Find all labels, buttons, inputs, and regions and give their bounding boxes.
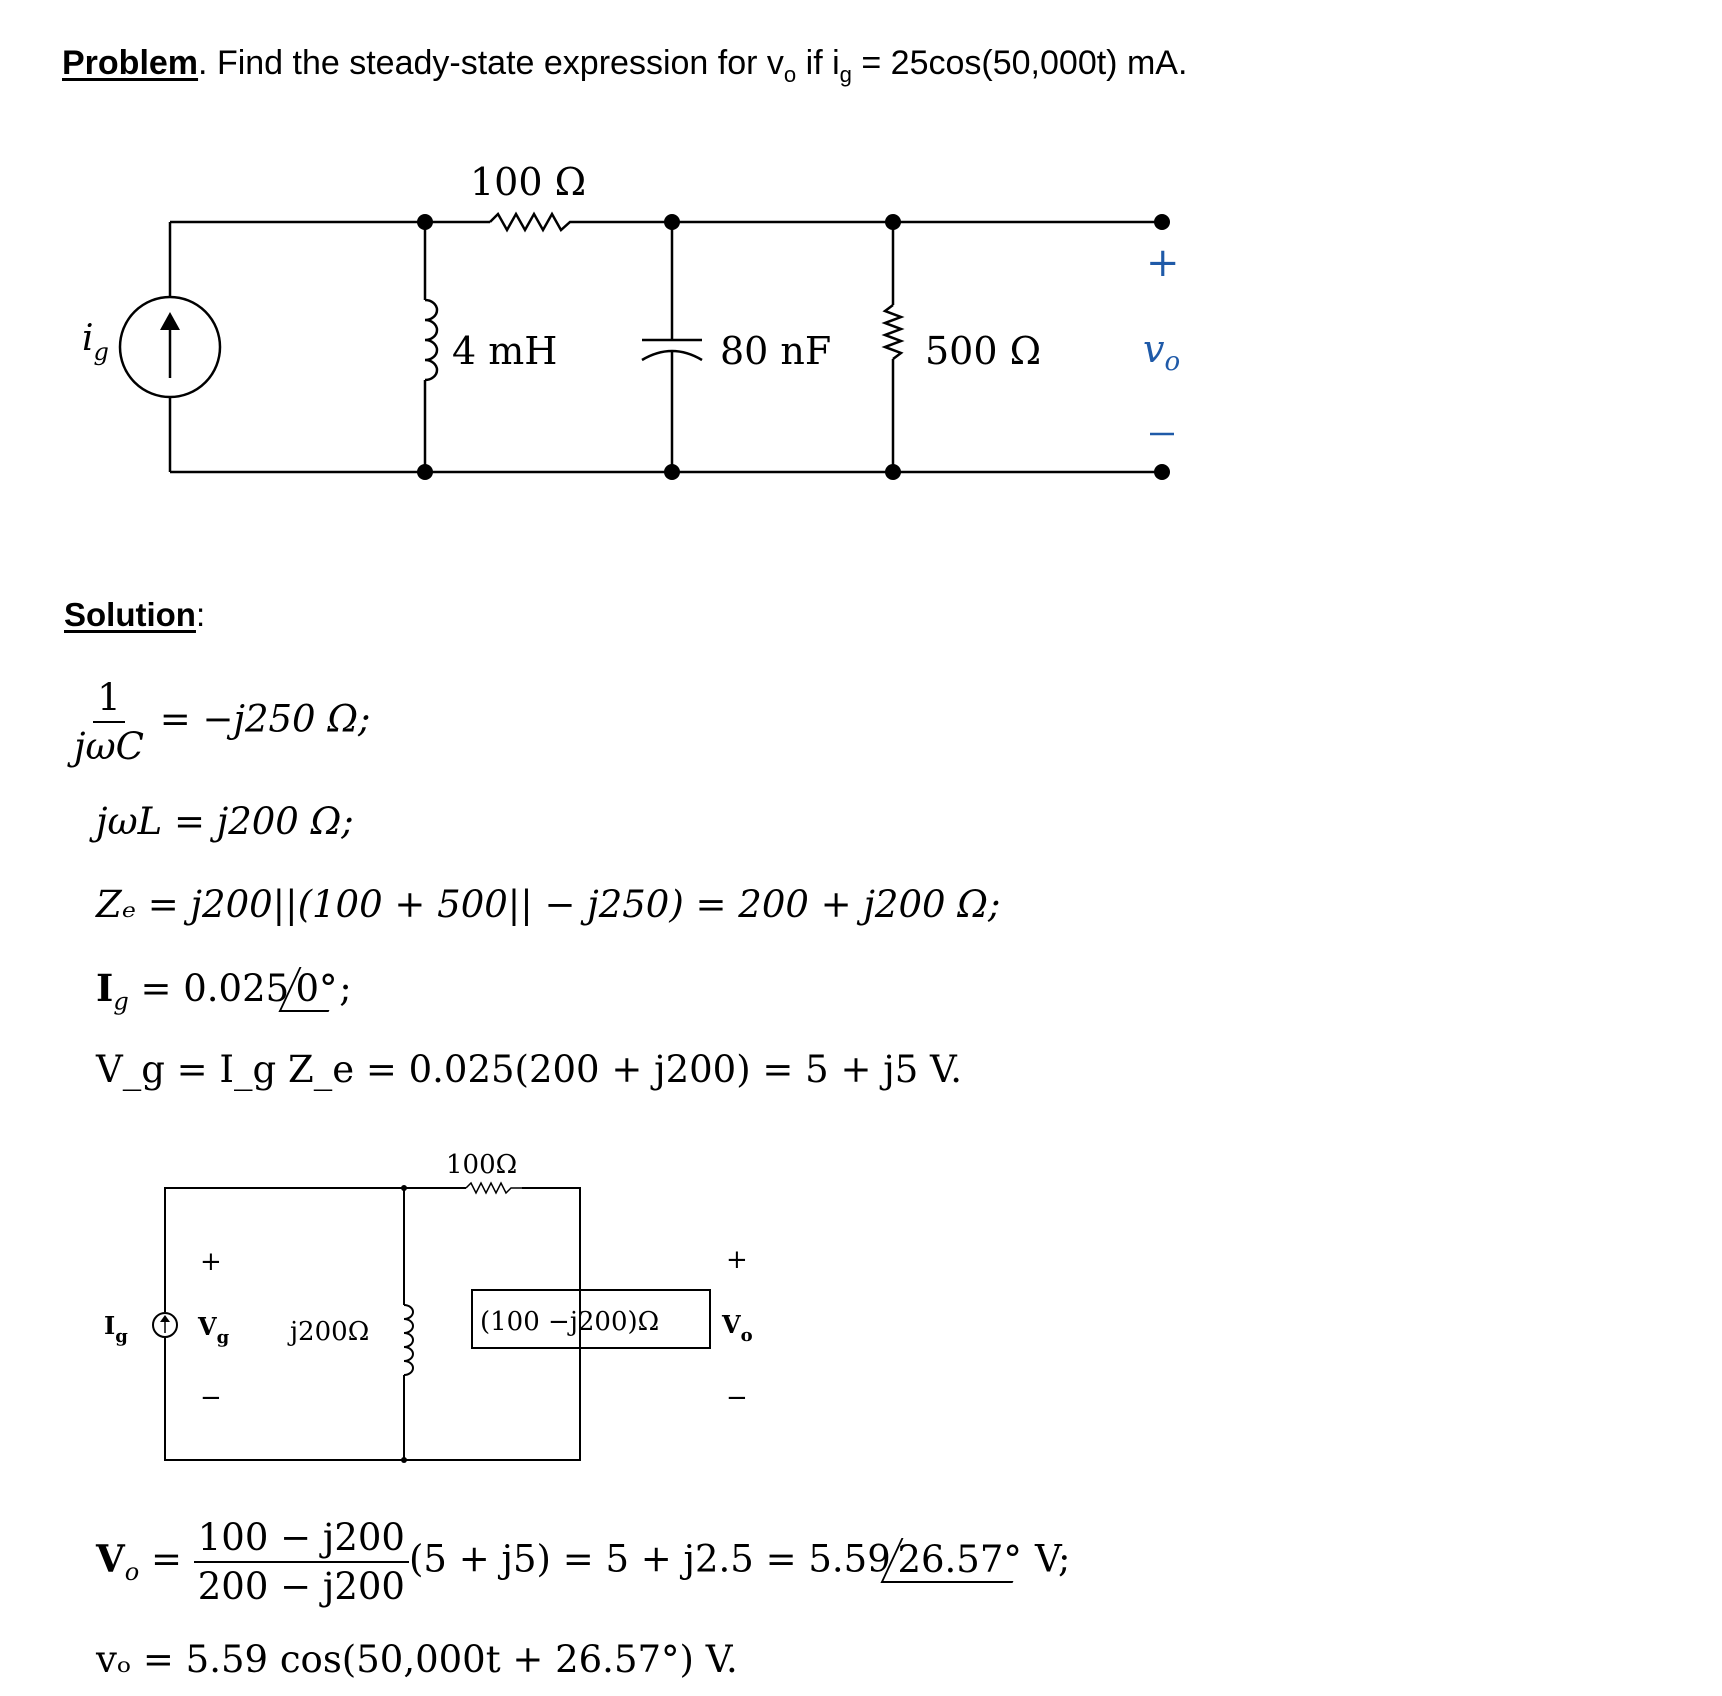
eq1-rhs: = −j250 Ω; [147,697,371,741]
vo-plus: + [1146,240,1180,286]
capacitor-label: 80 nF [720,329,832,373]
inductor-symbol [425,300,437,380]
eq6-end: V; [1023,1537,1071,1581]
vo2-minus: − [726,1383,748,1413]
eq6-angle: 26.57° [897,1537,1022,1581]
equation-6: $V_o$ = $\frac{100 - j200}{200 - j200}$ (5 + j5) = 5 + j2.5 = 5.59 26.57° V; [96,1516,1071,1608]
eq4-sub: g [113,987,129,1016]
vg-plus: + [200,1247,222,1277]
eq4-angle: 0° [295,967,338,1010]
equation-5: V_g = I_g Z_e = 0.025(200 + j200) = 5 + j5 V. [96,1048,963,1091]
vg-label: $V_g$ [198,1312,230,1348]
eq6-numerator: 100 − j200 [194,1516,409,1563]
equation-3: Zₑ = j200||(100 + 500|| − j250) = 200 + j200 Ω; [96,883,1001,926]
eq6-sub: o [124,1557,140,1586]
r1-label: 100 Ω [470,160,587,204]
eq1-denominator: jωC [74,725,144,768]
problem-sub-o: o [783,61,797,87]
inductor-j200-symbol [404,1305,413,1375]
problem-label: Problem [62,44,199,82]
inductor-j200-label: j200Ω [290,1317,370,1347]
solution-colon: : [195,596,206,633]
eq4-end: ; [339,967,352,1010]
circuit-diagram-1 [0,0,1722,520]
vo-label: $v_o$ [1143,327,1181,377]
vg-minus: − [200,1383,222,1413]
equation-1 [70,676,370,768]
eq1-numerator: 1 [93,676,125,723]
eq6-rhs: (5 + j5) = 5 + j2.5 = 5.59 [408,1537,891,1581]
ig-label: $I_g$ [104,1311,128,1347]
equation-7: vₒ = 5.59 cos(50,000t + 26.57°) V. [96,1638,738,1681]
source-label: $i_g$ [82,318,109,366]
solution-label: Solution [64,596,196,633]
problem-sub-g: g [839,61,852,87]
resistor-100-symbol [490,214,580,230]
problem-text2: if i [796,44,840,82]
r2-label: 500 Ω [925,329,1042,373]
resistor-500-symbol [885,305,901,359]
eq6-lhs: V [96,1536,125,1581]
vo2-plus: + [726,1245,748,1275]
equation-4 [96,966,352,1015]
problem-text: . Find the steady-state expression for v [198,44,784,82]
problem-text3: = 25cos(50,000t) mA. [851,44,1188,82]
equation-2: jωL = j200 Ω; [96,800,354,843]
eq6-denominator: 200 − j200 [197,1565,405,1608]
r-100-label: 100Ω [446,1150,518,1180]
inductor-label: 4 mH [452,329,558,373]
eq4-lhs: I [96,966,114,1010]
impedance-label: (100 −j200)Ω [480,1307,660,1337]
eq4-mid: = 0.025 [128,967,290,1010]
vo2-label: $V_o$ [722,1310,753,1346]
solution-heading [64,596,205,634]
circuit-diagram-2 [0,1130,820,1480]
